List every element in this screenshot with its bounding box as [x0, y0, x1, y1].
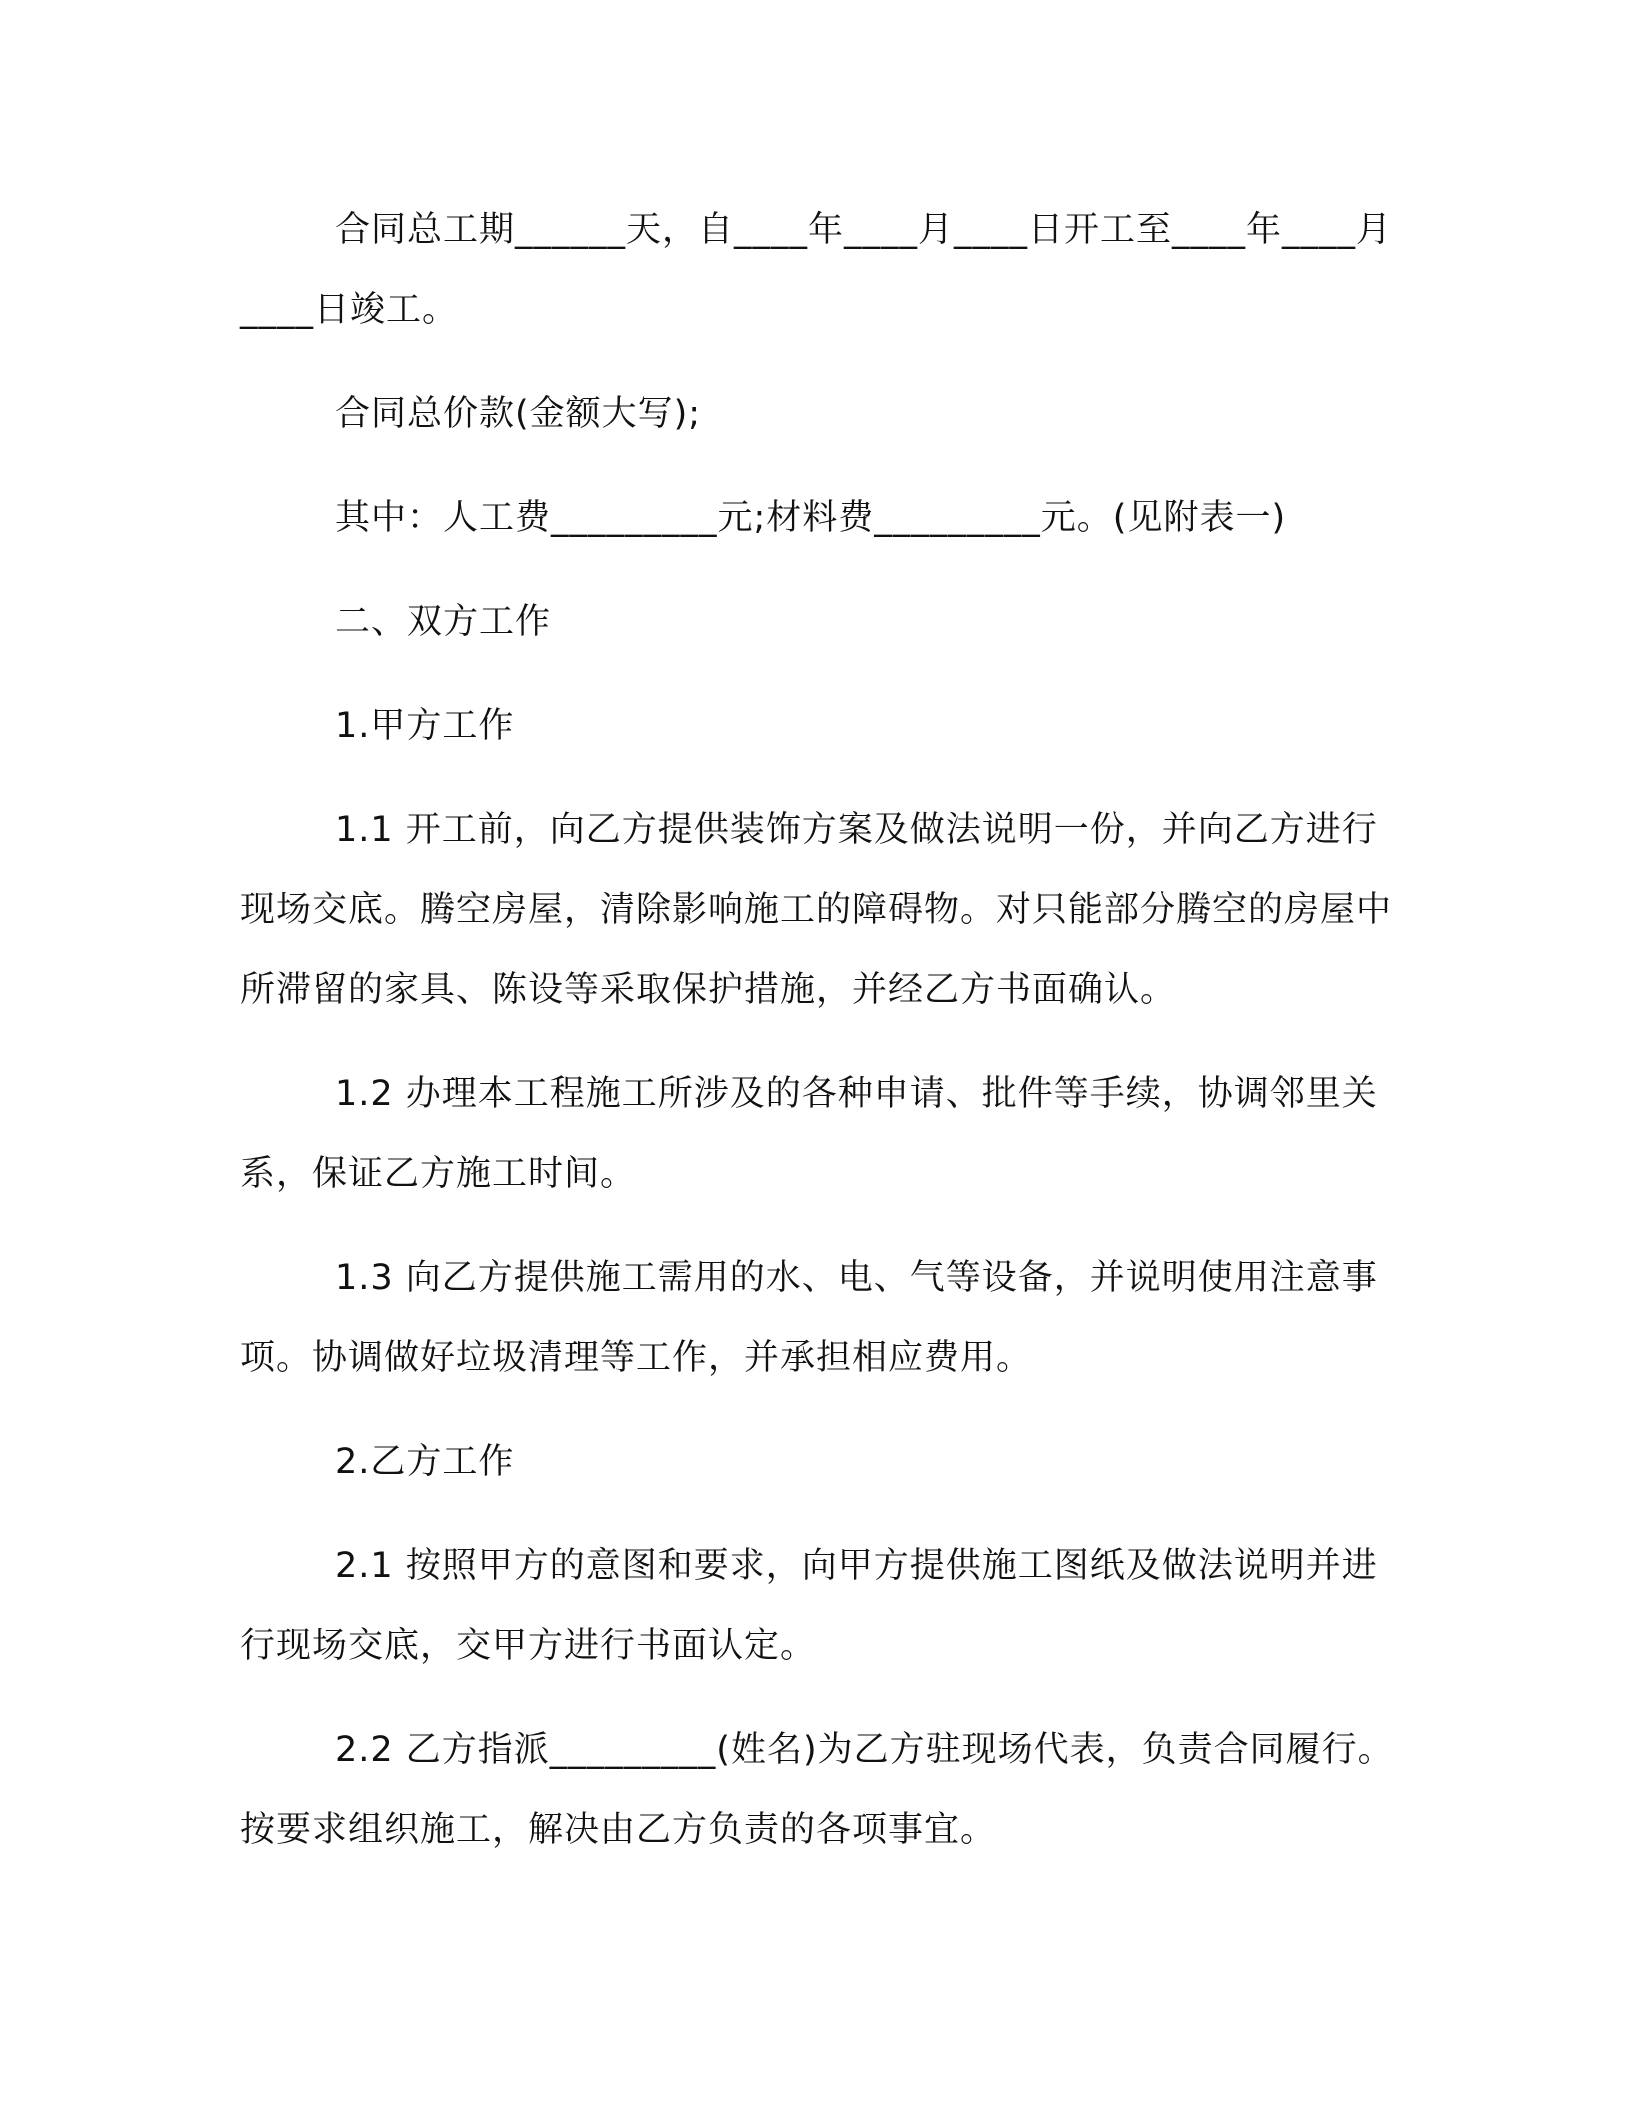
document-page [240, 190, 1400, 1870]
cost-breakdown-paragraph: 其中：人工费_________元;材料费_________元。(见附表一) [335, 498, 1287, 538]
subsection-heading-party-b: 2.乙方工作 [335, 1442, 515, 1482]
contract-price-paragraph: 合同总价款(金额大写); [335, 394, 702, 434]
subsection-heading-party-a: 1.甲方工作 [335, 706, 515, 746]
clause-2-2: 2.2 乙方指派_________(姓名)为乙方驻现场代表，负责合同履行。按要求组织施工，解决由乙方负责的各项事宜。 [240, 1730, 1394, 1850]
clause-1-1: 1.1 开工前，向乙方提供装饰方案及做法说明一份，并向乙方进行现场交底。腾空房屋，清除影响施工的障碍物。对只能部分腾空的房屋中所滞留的家具、陈设等采取保护措施，并经乙方书面确认。 [240, 810, 1393, 1010]
clause-1-2: 1.2 办理本工程施工所涉及的各种申请、批件等手续，协调邻里关系，保证乙方施工时间。 [240, 1074, 1378, 1194]
clause-1-3: 1.3 向乙方提供施工需用的水、电、气等设备，并说明使用注意事项。协调做好垃圾清理等工作，并承担相应费用。 [240, 1258, 1378, 1378]
clause-2-1: 2.1 按照甲方的意图和要求，向甲方提供施工图纸及做法说明并进行现场交底，交甲方进行书面认定。 [240, 1546, 1378, 1666]
section-heading-duties: 二、双方工作 [335, 602, 552, 642]
contract-duration-paragraph: 合同总工期______天，自____年____月____日开工至____年____月____日竣工。 [240, 210, 1393, 330]
